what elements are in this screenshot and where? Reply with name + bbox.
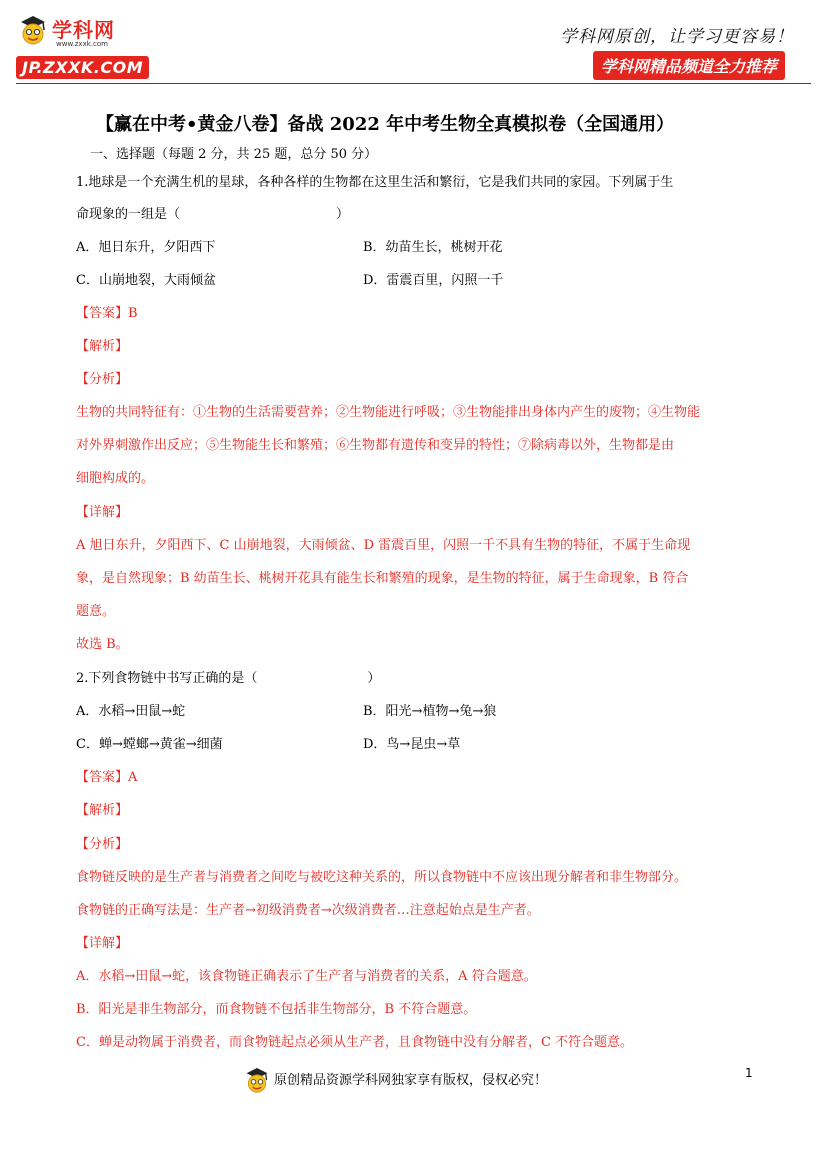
section-heading: 一、选择题（每题 2 分，共 25 题，总分 50 分） [90, 147, 378, 162]
q2-stem-text: 2.下列食物链中书写正确的是（ [76, 671, 258, 686]
mascot-icon [18, 14, 48, 48]
q2-detail-line1: A．水稻→田鼠→蛇，该食物链正确表示了生产者与消费者的关系，A 符合题意。 [76, 969, 537, 984]
q2-xiangjie-tag: 【详解】 [76, 936, 129, 951]
q2-stem-close: ） [367, 671, 381, 686]
q1-option-d: D．雷震百里，闪照一千 [363, 273, 504, 288]
q2-detail-line2: B．阳光是非生物部分，而食物链不包括非生物部分，B 不符合题意。 [76, 1002, 477, 1017]
q2-answer [76, 769, 137, 787]
q1-analysis-line1: 生物的共同特征有：①生物的生活需要营养；②生物能进行呼吸；③生物能排出身体内产生的废物；④生物能 [76, 405, 701, 420]
q1-detail-line3: 题意。 [76, 604, 116, 619]
q1-stem-close: ） [336, 207, 350, 222]
q1-conclusion: 故选 B。 [76, 637, 129, 652]
q2-analysis-line1: 食物链反映的是生产者与消费者之间吃与被吃这种关系的，所以食物链中不应该出现分解者和非生物部分。 [76, 870, 688, 885]
logo-text: 学科网 [52, 18, 115, 42]
header-slogan: 学科网原创，让学习更容易！ [560, 27, 794, 47]
q1-option-a: A．旭日东升，夕阳西下 [76, 240, 216, 255]
answer-tag: 【答案】 [76, 306, 129, 321]
site-logo[interactable] [18, 12, 138, 52]
q2-analysis-line2: 食物链的正确写法是：生产者→初级消费者→次级消费者…注意起始点是生产者。 [76, 903, 540, 918]
header-rule [16, 83, 811, 84]
mascot-icon [244, 1066, 270, 1096]
q1-detail-line1: A 旭日东升，夕阳西下、C 山崩地裂，大雨倾盆、D 雷震百里，闪照一千不具有生物的特征，不属于生命现 [76, 538, 691, 553]
q1-option-b: B．幼苗生长，桃树开花 [363, 240, 503, 255]
logo-url: www.zxxk.com [56, 40, 108, 48]
q1-analysis-line2: 对外界刺激作出反应；⑤生物能生长和繁殖；⑥生物都有遗传和变异的特性；⑦除病毒以外，生物都是由 [76, 438, 675, 453]
q1-option-c: C．山崩地裂，大雨倾盆 [76, 273, 216, 288]
answer-value: A [128, 770, 138, 785]
answer-value: B [128, 306, 138, 321]
copyright-text: 原创精品资源学科网独家享有版权，侵权必究！ [274, 1073, 548, 1088]
q2-fenxi-tag: 【分析】 [76, 837, 129, 852]
recommend-badge[interactable]: 学科网精品频道全力推荐 [593, 51, 785, 80]
page-title: 【赢在中考•黄金八卷】备战 2022 年中考生物全真模拟卷（全国通用） [96, 114, 675, 135]
q1-fenxi-tag: 【分析】 [76, 372, 129, 387]
q2-option-c: C．蝉→螳螂→黄雀→细菌 [76, 737, 223, 752]
q2-option-a: A．水稻→田鼠→蛇 [76, 704, 186, 719]
q1-answer [76, 305, 138, 323]
q1-detail-line2: 象，是自然现象；B 幼苗生长、桃树开花具有能生长和繁殖的现象，是生物的特征，属于生命现象，B 符合 [76, 571, 689, 586]
footer-copyright [244, 1066, 547, 1096]
q2-option-d: D．鸟→昆虫→草 [363, 737, 461, 752]
q2-jiexi-tag: 【解析】 [76, 803, 129, 818]
q1-stem-line2 [76, 206, 349, 224]
answer-tag: 【答案】 [76, 770, 129, 785]
jp-zxxk-badge[interactable]: JP.ZXXK.COM [16, 56, 149, 79]
q2-option-b: B．阳光→植物→兔→狼 [363, 704, 497, 719]
q1-stem-text: 命现象的一组是（ [76, 207, 181, 222]
q2-stem [76, 670, 380, 688]
q1-stem-line1: 1.地球是一个充满生机的星球，各种各样的生物都在这里生活和繁衍，它是我们共同的家园。下列属于生 [76, 175, 674, 190]
q2-detail-line3: C．蝉是动物属于消费者，而食物链起点必须从生产者，且食物链中没有分解者，C 不符合题意。 [76, 1035, 634, 1050]
q1-jiexi-tag: 【解析】 [76, 339, 129, 354]
page-number: 1 [745, 1066, 753, 1080]
q1-xiangjie-tag: 【详解】 [76, 505, 129, 520]
q1-analysis-line3: 细胞构成的。 [76, 471, 155, 486]
